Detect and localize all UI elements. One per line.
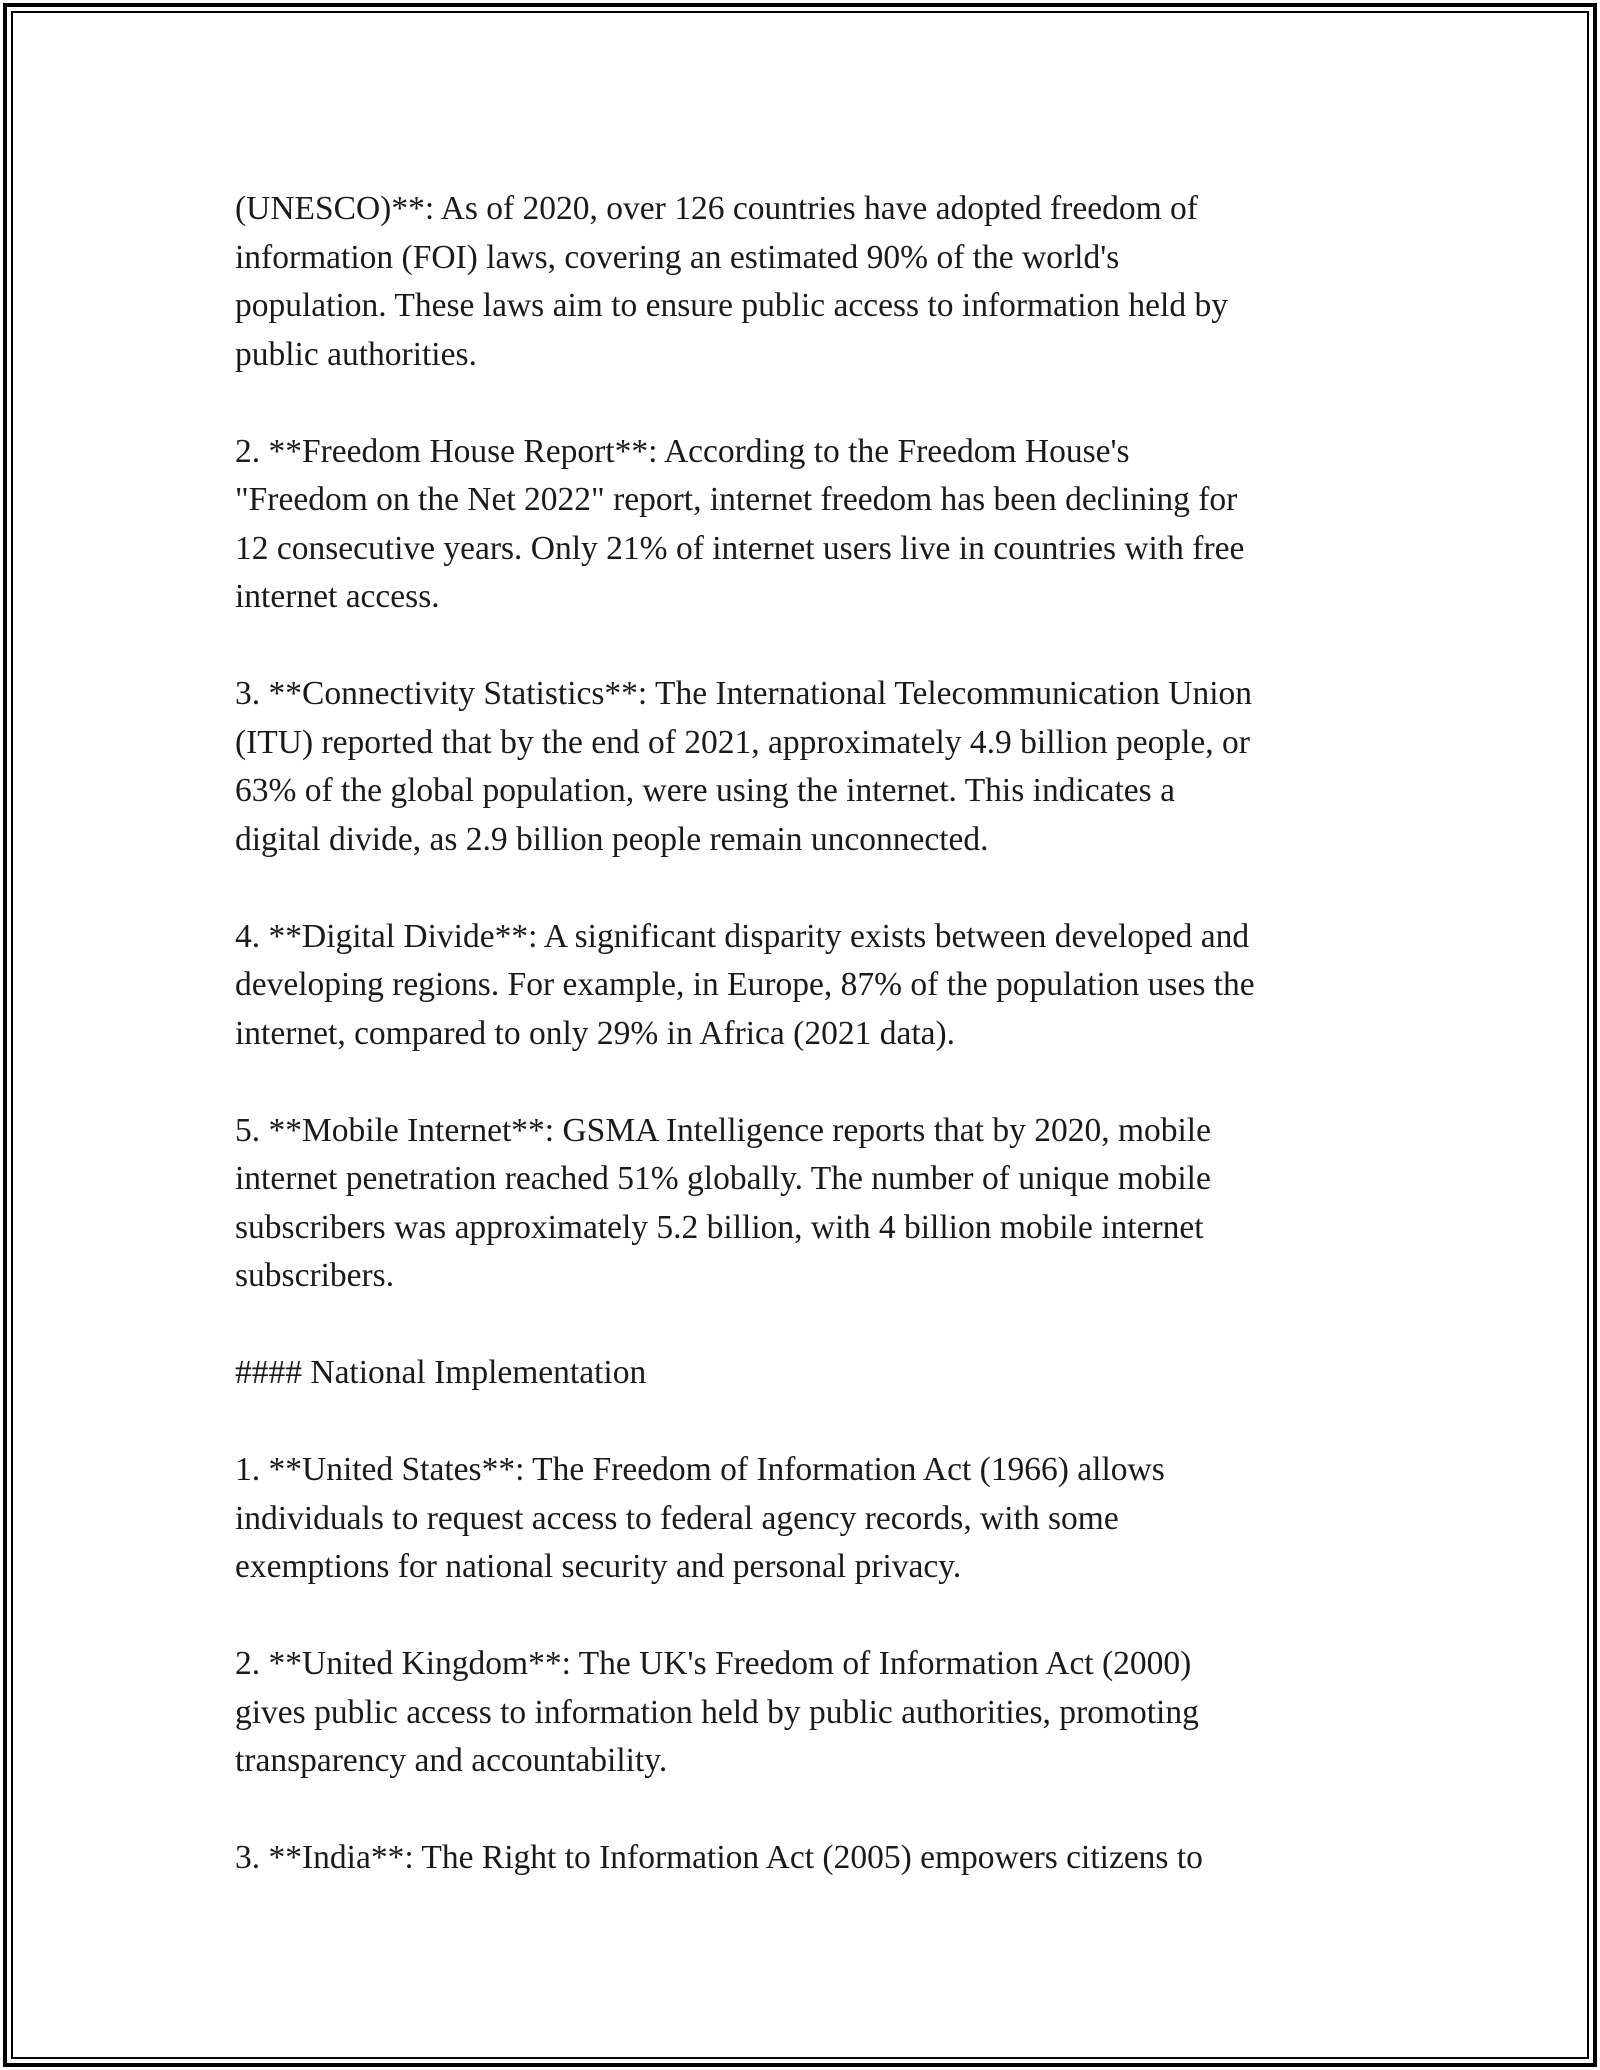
paragraph-united-states: 1. **United States**: The Freedom of Information Act (1966) allows individuals to request access to federal agency records, with some exemptions for national security and personal privacy. [235,1451,1165,1585]
heading-national-implementation: #### National Implementation [235,1354,647,1391]
paragraph-india: 3. **India**: The Right to Information Act (2005) empowers citizens to [235,1839,1203,1876]
paragraph-mobile-internet: 5. **Mobile Internet**: GSMA Intelligence reports that by 2020, mobile internet penetration reached 51% globally. The number of unique mobile subscribers was approximately 5.2 billion, with 4 billion mobile internet subscribers. [235,1111,1211,1294]
paragraph-united-kingdom: 2. **United Kingdom**: The UK's Freedom of Information Act (2000) gives public access to information held by public authorities, promoting transparency and accountability. [235,1645,1199,1779]
paragraph-unesco-foi: (UNESCO)**: As of 2020, over 126 countries have adopted freedom of information (FOI) laws, covering an estimated 90% of the world's population. These laws aim to ensure public access to information held by public authorities. [235,190,1228,373]
paragraph-connectivity-statistics: 3. **Connectivity Statistics**: The International Telecommunication Union (ITU) reported that by the end of 2021, approximately 4.9 billion people, or 63% of the global population, were using the internet. This indicates a digital divide, as 2.9 billion people remain unconnected. [235,675,1253,858]
paragraph-digital-divide: 4. **Digital Divide**: A significant disparity exists between developed and developing regions. For example, in Europe, 87% of the population uses the internet, compared to only 29% in Africa (2021 data). [235,917,1255,1052]
paragraph-freedom-house-report: 2. **Freedom House Report**: According to the Freedom House's "Freedom on the Net 2022" report, internet freedom has been declining for 12 consecutive years. Only 21% of internet users live in countries with free internet access. [235,432,1245,615]
document-body [235,185,1365,1883]
